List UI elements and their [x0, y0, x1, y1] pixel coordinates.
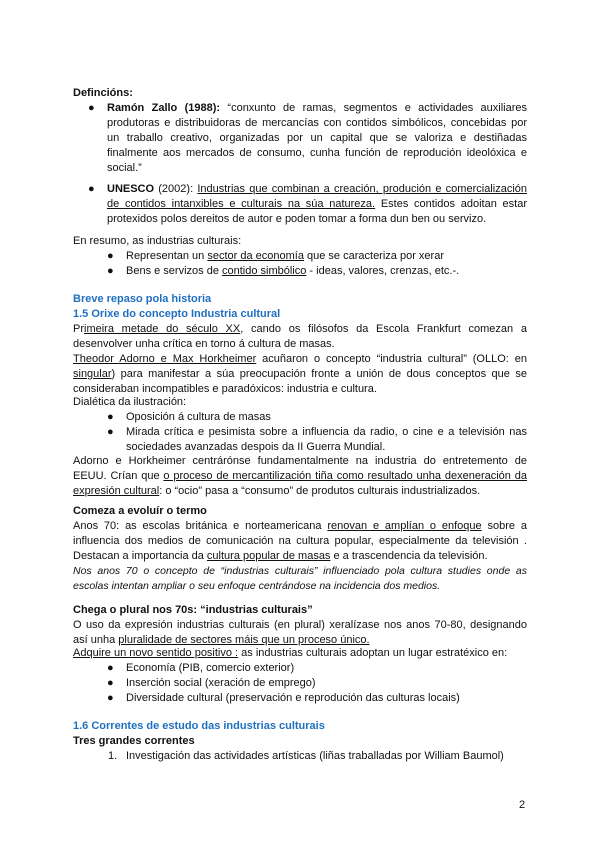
- paragraph-text: e a trascendencia da televisión.: [330, 550, 488, 562]
- definition-text: “conxunto de ramas, segmentos e actividades auxiliares produtoras e distribuidoras de mercancías con contidos simbólicos, concebidas por un traballo creativo, organizadas por un capital que se valoriza e destiñadas finalmente aos mercados de consumo, cunha función de reprodución ideolóxica e social.”: [107, 102, 527, 174]
- summary-text: En resumo, as industrias culturais:: [73, 235, 242, 247]
- bullet-icon: ●: [88, 102, 95, 114]
- summary-underlined: contido simbólico: [222, 265, 307, 277]
- section-title: Tres grandes correntes: [73, 735, 195, 747]
- bullet-icon: ●: [107, 662, 114, 674]
- history-paragraph-3: [73, 454, 527, 499]
- definition-year: (2002):: [154, 183, 198, 195]
- summary-underlined: sector da economía: [207, 250, 304, 262]
- dialectic-item-1: [107, 410, 527, 425]
- plural-item-1: [107, 661, 527, 676]
- definitions-title: Defincións:: [73, 87, 133, 99]
- paragraph-text: : o “ocio” pasa a “consumo” de produtos culturais industrializados.: [159, 485, 481, 497]
- section-title: Chega o plural nos 70s: “industrias culturais”: [73, 604, 313, 616]
- definition-text: Estes contidos adoitan estar protexidos polos dereitos de autor e poden tomar a forma dun ben ou servizo.: [107, 198, 527, 225]
- evolution-paragraph-1: [73, 519, 527, 564]
- summary-text: - ideas, valores, crenzas, etc.-.: [306, 265, 460, 277]
- list-number: 1.: [108, 750, 118, 762]
- paragraph-text: sobre a influencia dos medios de comunicación na cultura popular, especialmente da televisión . Destacan a importancia da: [73, 520, 527, 562]
- list-item-text: Diversidade cultural (preservación e reprodución das culturas locais): [126, 692, 460, 704]
- currents-section: [73, 719, 527, 749]
- paragraph-underlined: o proceso de mercantilización tiña como resultado unha dexeneración da expresión cultural: [73, 470, 527, 497]
- summary-item-1: [107, 249, 527, 264]
- paragraph-text: acuñaron o concepto “industria cultural” (OLLO: en: [256, 353, 527, 365]
- plural-item-3: [107, 691, 527, 706]
- dialectic-item-2: [107, 425, 527, 455]
- bullet-icon: ●: [88, 183, 95, 195]
- paragraph-underlined: singular: [73, 368, 112, 380]
- paragraph-text: Adorno e Horkheimer centrárónse fundamentalmente na industria do entretemento de EEUU. Crían que: [73, 455, 527, 482]
- definition-zallo: [88, 101, 527, 176]
- list-item-text: Mirada crítica e pesimista sobre a influencia da radio, o cine e a televisión nas sociedades avanzadas despois da II Guerra Mundial.: [126, 426, 527, 453]
- subsection-heading: 1.5 Orixe do concepto Industria cultural: [73, 308, 281, 320]
- paragraph-underlined: pluralidade de sectores máis que un proceso único.: [118, 634, 370, 646]
- paragraph-text: O uso da expresión industrias culturais (en plural) xeralízase nos anos 70-80, designando así unha: [73, 619, 527, 646]
- definitions-section: [73, 86, 527, 101]
- history-paragraph-2: [73, 352, 527, 397]
- definition-author: UNESCO: [107, 183, 155, 195]
- plural-item-2: [107, 676, 527, 691]
- section-title: Comeza a evoluír o termo: [73, 505, 207, 517]
- dialectic-label: [73, 395, 527, 410]
- paragraph-text: , cando os filósofos da Escola Frankfurt comezan a desenvolver unha crítica en torno á cultura de masas.: [73, 323, 527, 350]
- paragraph-text: Pr: [73, 323, 84, 335]
- list-item-text: Investigación das actividades artísticas (liñas traballadas por William Baumol): [126, 750, 504, 762]
- currents-item-1: [108, 749, 527, 764]
- history-paragraph-1: [73, 322, 527, 352]
- definition-unesco: [88, 182, 527, 227]
- bullet-icon: ●: [107, 692, 114, 704]
- plural-paragraph-1: [73, 618, 527, 648]
- bullet-icon: ●: [107, 411, 114, 423]
- plural-paragraph-2: [73, 646, 527, 661]
- page-number: 2: [519, 799, 526, 811]
- bullet-icon: ●: [107, 250, 114, 262]
- paragraph-text: Anos 70: as escolas británica e norteamericana: [73, 520, 328, 532]
- subsection-heading: 1.6 Correntes de estudo das industrias culturais: [73, 720, 325, 732]
- paragraph-underlined: Adquire un novo sentido positivo :: [73, 647, 239, 659]
- paragraph-underlined: imeira metade do século XX: [84, 323, 241, 335]
- list-item-text: Inserción social (xeración de emprego): [126, 677, 316, 689]
- list-item-text: Economía (PIB, comercio exterior): [126, 662, 295, 674]
- summary-text: que se caracteriza por xerar: [303, 250, 444, 262]
- paragraph-text: as industrias culturais adoptan un lugar estratéxico en:: [238, 647, 508, 659]
- plural-section: [73, 603, 527, 618]
- evolution-paragraph-2: [73, 564, 527, 594]
- paragraph-underlined: cultura popular de masas: [206, 550, 331, 562]
- paragraph-underlined: renovan e amplían o enfoque: [327, 520, 482, 532]
- bullet-icon: ●: [107, 677, 114, 689]
- paragraph-text: ) para manifestar a súa preocupación fronte a unión de dous conceptos que se consideraban incompatibles e paradóxicos: industria e cultura.: [73, 368, 527, 395]
- history-heading: [73, 292, 527, 322]
- section-heading: Breve repaso pola historia: [73, 293, 212, 305]
- bullet-icon: ●: [107, 265, 114, 277]
- summary-text: Bens e servizos de: [126, 265, 222, 277]
- paragraph-underlined: Theodor Adorno e Max Horkheimer: [73, 353, 257, 365]
- summary-item-2: [107, 264, 527, 279]
- definition-underlined: Industrias que combinan a creación, produción e comercialización de contidos intanxibles e culturais na súa natureza.: [107, 183, 527, 210]
- bullet-icon: ●: [107, 426, 114, 438]
- paragraph-italic: Nos anos 70 o concepto de “industrias culturais” influenciado pola cultura studies onde as escolas intentan ampliar o seu enfoque centrándose na incidencia dos medios.: [73, 565, 527, 592]
- summary-text: Representan un: [126, 250, 208, 262]
- paragraph-text: Dialética da ilustración:: [73, 396, 187, 408]
- list-item-text: Oposición á cultura de masas: [126, 411, 271, 423]
- definition-author: Ramón Zallo (1988):: [107, 102, 221, 114]
- summary-intro: [73, 234, 527, 249]
- evolution-section: [73, 504, 527, 519]
